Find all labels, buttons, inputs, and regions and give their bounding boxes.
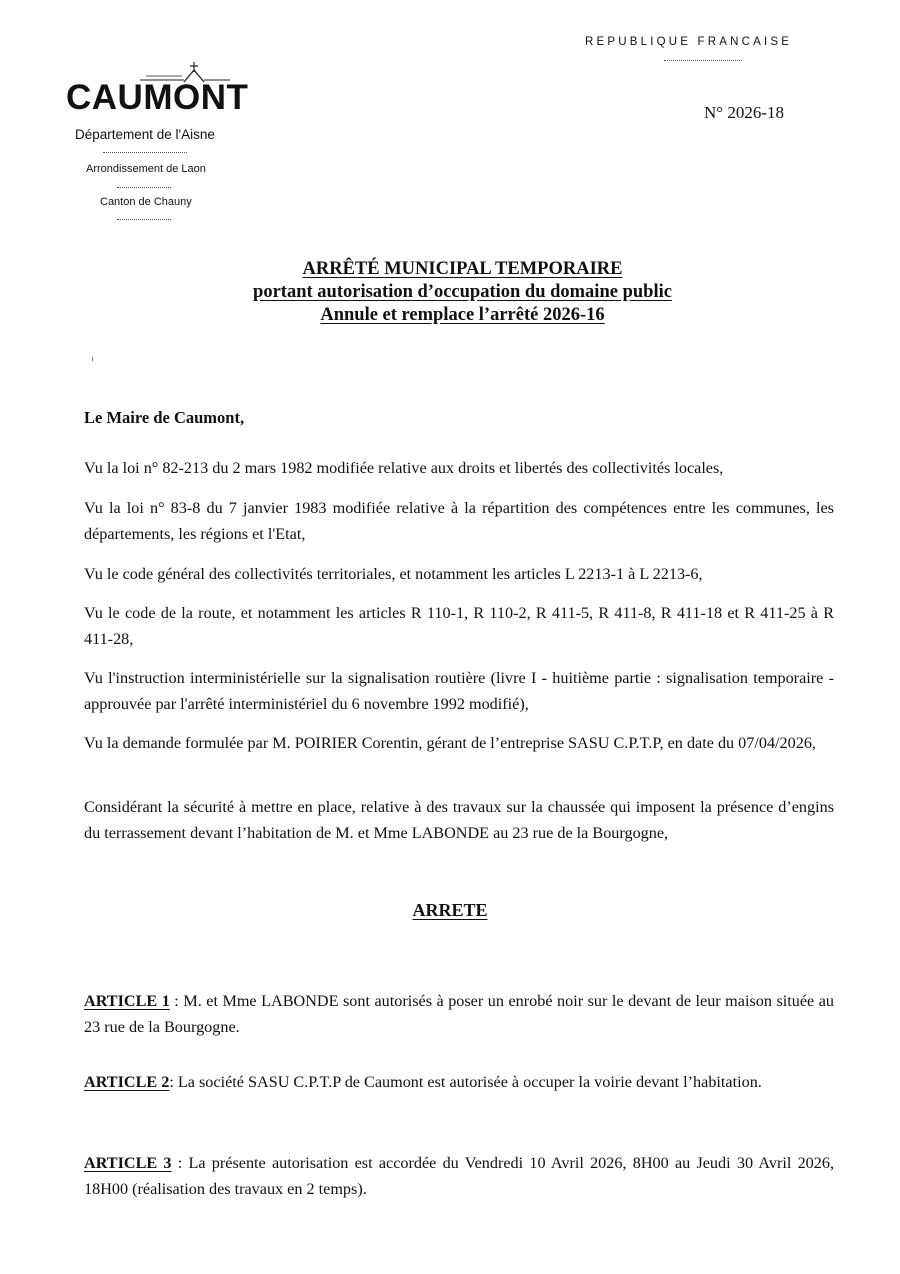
divider: [117, 219, 171, 220]
article-separator: :: [171, 1154, 189, 1172]
document-title: [0, 258, 900, 327]
article-text: M. et Mme LABONDE sont autorisés à poser un enrobé noir sur le devant de leur maison située au 23 rue de la Bourgogne.: [84, 992, 834, 1036]
divider: [117, 187, 171, 188]
divider: [103, 152, 187, 153]
arrete-heading: ARRETE: [412, 900, 488, 920]
maire-heading: Le Maire de Caumont,: [84, 408, 245, 427]
considerant-paragraph: Considérant la sécurité à mettre en place, relative à des travaux sur la chaussée qui imposent la présence d’engins du terrassement devant l’habitation de M. et Mme LABONDE au 23 rue de la Bourgogne,: [84, 798, 834, 842]
arrondissement: Arrondissement de Laon: [86, 163, 206, 175]
article-separator: :: [169, 1073, 178, 1091]
article-separator: :: [169, 992, 184, 1010]
article-text: La présente autorisation est accordée du Vendredi 10 Avril 2026, 8H00 au Jeudi 30 Avril 2026, 18H00 (réalisation des travaux en 2 temps).: [84, 1154, 834, 1198]
article-2: [84, 1069, 834, 1095]
visa-paragraph: Vu le code général des collectivités territoriales, et notamment les articles L 2213-1 à L 2213-6,: [84, 565, 703, 583]
divider: [664, 60, 742, 61]
article-label: ARTICLE 3: [84, 1154, 172, 1172]
article-text: La société SASU C.P.T.P de Caumont est autorisée à occuper la voirie devant l’habitation.: [177, 1073, 762, 1091]
commune-logo-text: CAUMONT: [66, 78, 249, 117]
visa-paragraph: Vu le code de la route, et notamment les articles R 110-1, R 110-2, R 411-5, R 411-8, R 411-18 et R 411-25 à R 411-28,: [84, 604, 834, 648]
article-label: ARTICLE 1: [84, 992, 170, 1010]
article-3: [84, 1150, 834, 1202]
visa-paragraph: Vu la loi n° 82-213 du 2 mars 1982 modifiée relative aux droits et libertés des collectivités locales,: [84, 459, 724, 477]
canton: Canton de Chauny: [100, 196, 192, 208]
title-line-1: ARRÊTÉ MUNICIPAL TEMPORAIRE: [302, 259, 623, 279]
margin-mark: [92, 357, 93, 361]
visa-paragraph: Vu la loi n° 83-8 du 7 janvier 1983 modifiée relative à la répartition des compétences entre les communes, les départements, les régions et l'Etat,: [84, 499, 834, 543]
article-1: [84, 988, 834, 1040]
republique-francaise: REPUBLIQUE FRANCAISE: [585, 36, 793, 48]
title-line-3: Annule et remplace l’arrêté 2026-16: [320, 305, 605, 325]
departement: Département de l'Aisne: [75, 127, 215, 142]
article-label: ARTICLE 2: [84, 1073, 170, 1091]
visa-paragraph: Vu la demande formulée par M. POIRIER Corentin, gérant de l’entreprise SASU C.P.T.P, en date du 07/04/2026,: [84, 734, 816, 752]
arrete-number: N° 2026-18: [704, 103, 784, 122]
visa-paragraph: Vu l'instruction interministérielle sur la signalisation routière (livre I - huitième partie : signalisation temporaire - approuvée par l'arrêté interministériel du 6 novembre 1992 modifié),: [84, 669, 834, 713]
title-line-2: portant autorisation d’occupation du domaine public: [253, 282, 672, 302]
